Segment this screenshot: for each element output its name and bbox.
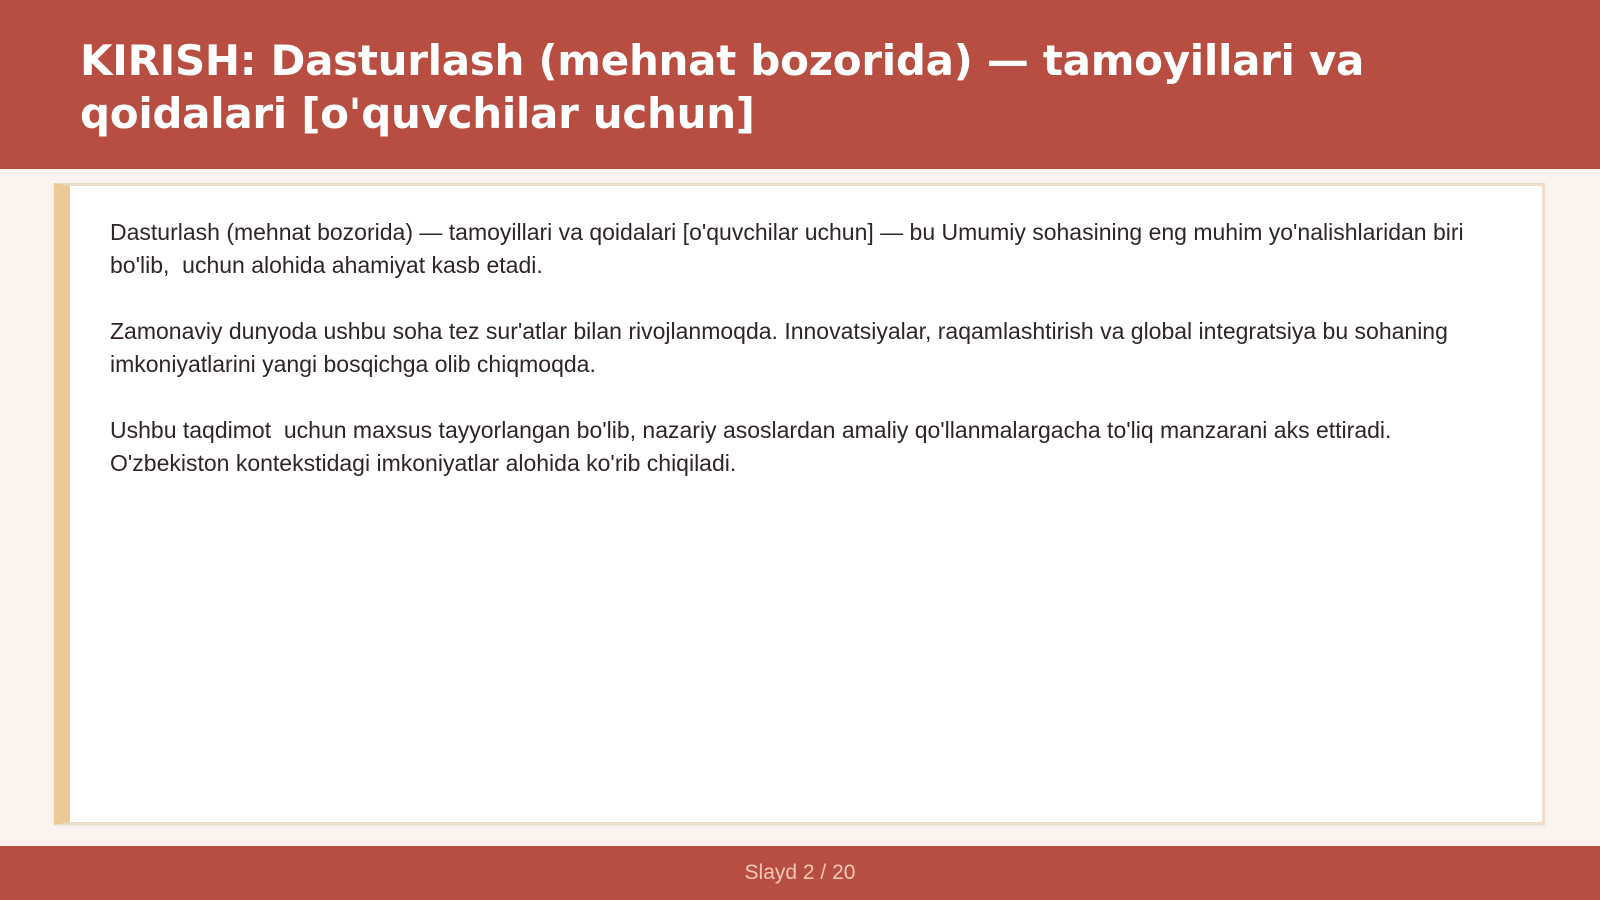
- paragraph-modern-world: Zamonaviy dunyoda ushbu soha tez sur'atlar bilan rivojlanmoqda. Innovatsiyalar, raqamlashtirish va global integratsiya bu sohaning imkoniyatlarini yangi bosqichga olib chiqmoqda.: [110, 318, 1455, 377]
- slide-header: [0, 0, 1600, 169]
- content-body: [110, 216, 1505, 513]
- slide-footer: [0, 846, 1600, 900]
- slide-counter: Slayd 2 / 20: [744, 861, 856, 884]
- paragraph-intro: Dasturlash (mehnat bozorida) — tamoyillari va qoidalari [o'quvchilar uchun] — bu Umumiy sohasining eng muhim yo'nalishlaridan biri bo'lib, uchun alohida ahamiyat kasb etadi.: [110, 219, 1471, 278]
- paragraph-presentation-purpose: Ushbu taqdimot uchun maxsus tayyorlangan bo'lib, nazariy asoslardan amaliy qo'llanmalargacha to'liq manzarani aks ettiradi. O'zbekiston kontekstidagi imkoniyatlar alohida ko'rib chiqiladi.: [110, 417, 1398, 476]
- content-card: [54, 183, 1545, 825]
- slide-title: KIRISH: Dasturlash (mehnat bozorida) — tamoyillari va qoidalari [o'quvchilar uchun]: [80, 36, 1365, 138]
